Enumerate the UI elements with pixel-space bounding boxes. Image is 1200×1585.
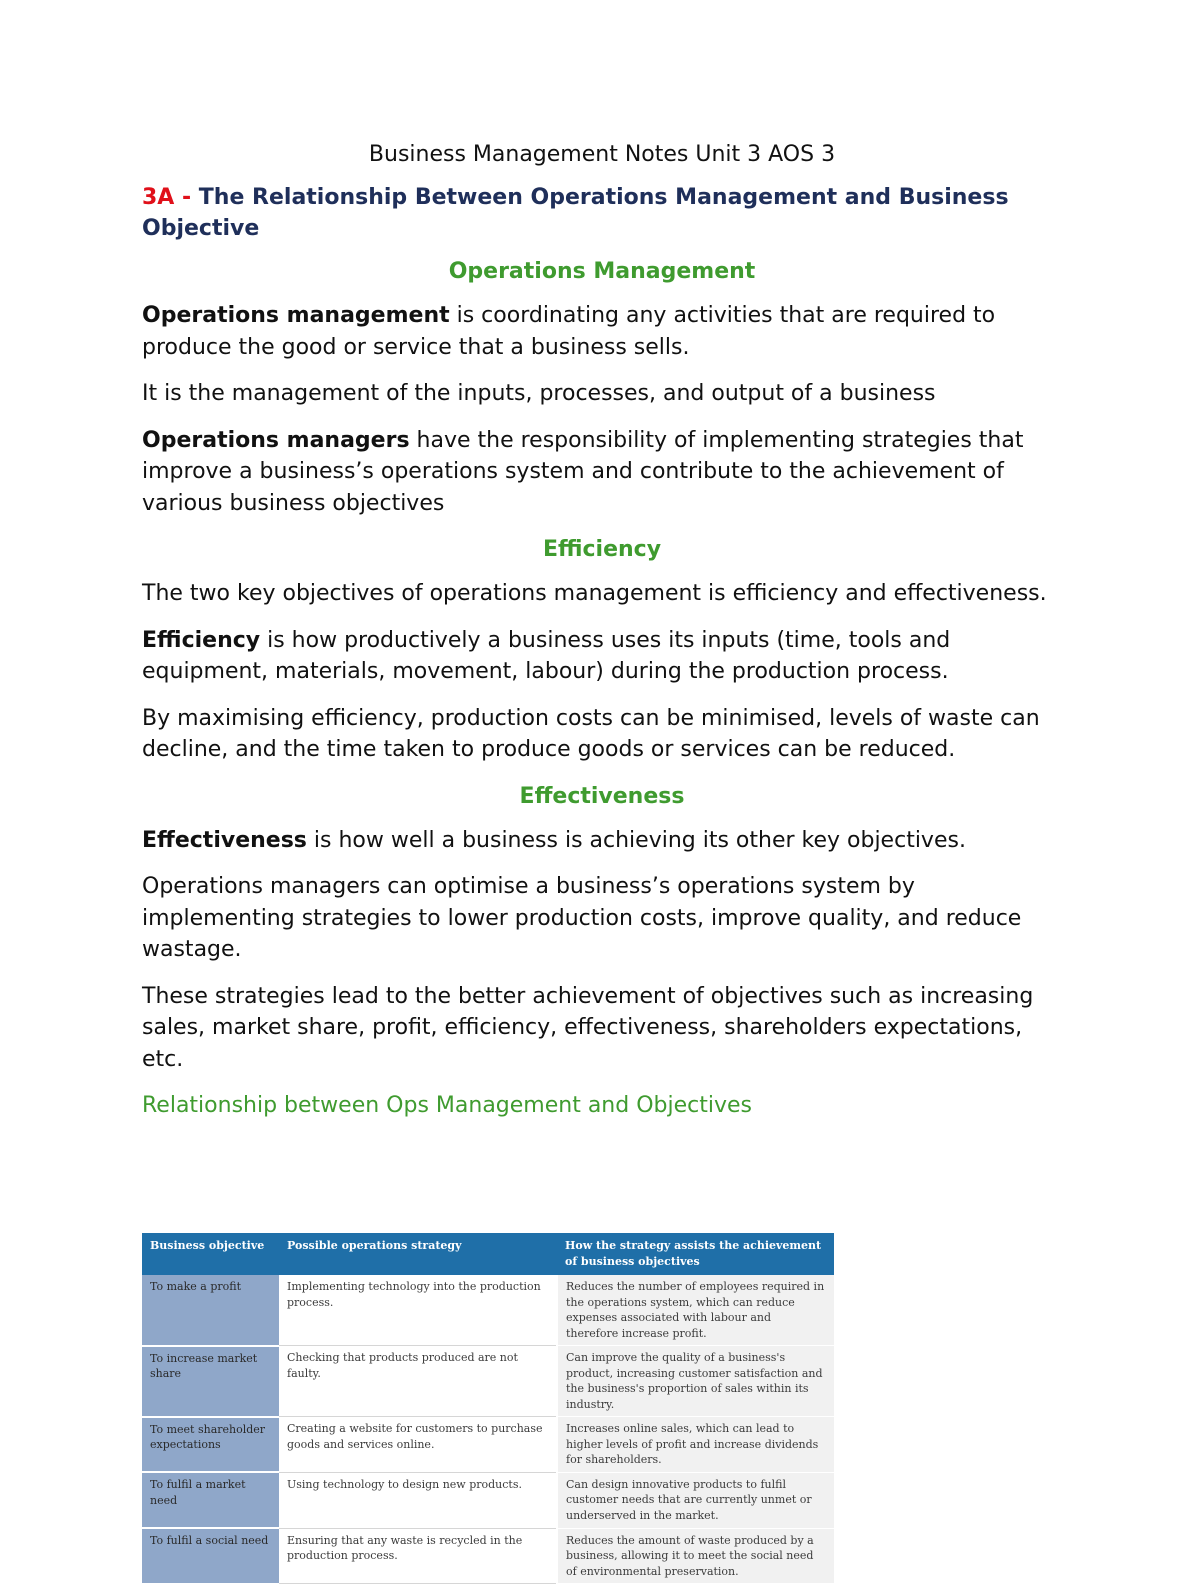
heading-code: 3A -	[142, 185, 192, 210]
objectives-table-wrapper	[142, 1233, 834, 1585]
bold-term: Effectiveness	[142, 827, 307, 853]
paragraph: Efficiency is how productively a business uses its inputs (time, tools and equipment, materials, movement, labour) during the production process.	[142, 627, 951, 684]
table-cell-objective: To make a profit	[142, 1275, 279, 1346]
document-title: Business Management Notes Unit 3 AOS 3	[368, 142, 836, 167]
paragraph: It is the management of the inputs, processes, and output of a business	[142, 381, 936, 406]
table-header-row	[142, 1233, 834, 1275]
table-row	[142, 1528, 834, 1584]
table-row	[142, 1472, 834, 1528]
paragraph: Effectiveness is how well a business is achieving its other key objectives.	[142, 827, 966, 853]
table-row	[142, 1275, 834, 1346]
table-cell-how: Reduces the number of employees required in the operations system, which can reduce expenses associated with labour and therefore increase profit.	[557, 1275, 834, 1346]
paragraph: Operations managers have the responsibility of implementing strategies that improve a business’s operations system and contribute to the achievement of various business objectives	[142, 427, 1024, 516]
table-cell-objective: To meet shareholder expectations	[142, 1417, 279, 1473]
table-cell-objective: To fulfil a social need	[142, 1528, 279, 1584]
column-header: How the strategy assists the achievement of business objectives	[557, 1233, 834, 1275]
bold-term: Efficiency	[142, 627, 261, 653]
table-cell-strategy: Checking that products produced are not faulty.	[279, 1346, 557, 1417]
table-row	[142, 1346, 834, 1417]
section-heading-relationship: Relationship between Ops Management and Objectives	[142, 1093, 752, 1118]
table-cell-how: Can design innovative products to fulfil customer needs that are currently unmet or underserved in the market.	[557, 1472, 834, 1528]
bold-term: Operations managers	[142, 427, 410, 453]
table-cell-how: Increases online sales, which can lead to higher levels of profit and increase dividends for shareholders.	[557, 1417, 834, 1473]
main-heading	[142, 182, 1062, 244]
document-page	[142, 140, 1062, 1142]
table-cell-strategy: Creating a website for customers to purchase goods and services online.	[279, 1417, 557, 1473]
bold-term: Operations management	[142, 303, 450, 328]
table-row	[142, 1417, 834, 1473]
paragraph: These strategies lead to the better achievement of objectives such as increasing sales, market share, profit, efficiency, effectiveness, shareholders expectations, etc.	[142, 983, 1034, 1072]
table-cell-strategy: Using technology to design new products.	[279, 1472, 557, 1528]
section-heading-efficiency: Efficiency	[542, 537, 662, 562]
paragraph: The two key objectives of operations management is efficiency and effectiveness.	[142, 581, 1047, 606]
table-cell-how: Reduces the amount of waste produced by a business, allowing it to meet the social need of environmental preservation.	[557, 1528, 834, 1584]
table-cell-strategy: Ensuring that any waste is recycled in the production process.	[279, 1528, 557, 1584]
paragraph: Operations managers can optimise a business’s operations system by implementing strategies to lower production costs, improve quality, and reduce wastage.	[142, 874, 1022, 962]
table-cell-strategy: Implementing technology into the production process.	[279, 1275, 557, 1346]
section-heading-operations-management: Operations Management	[448, 259, 756, 284]
table-cell-objective: To increase market share	[142, 1346, 279, 1417]
paragraph: Operations management is coordinating any activities that are required to produce the good or service that a business sells.	[142, 303, 996, 360]
section-heading-effectiveness: Effectiveness	[519, 783, 685, 809]
table-cell-how: Can improve the quality of a business's product, increasing customer satisfaction and the business's proportion of sales within its industry.	[557, 1346, 834, 1417]
heading-text: The Relationship Between Operations Management and Business Objective	[142, 185, 1009, 241]
column-header: Business objective	[142, 1233, 279, 1275]
table-cell-objective: To fulfil a market need	[142, 1472, 279, 1528]
objectives-table	[142, 1233, 834, 1585]
column-header: Possible operations strategy	[279, 1233, 557, 1275]
paragraph: By maximising efficiency, production costs can be minimised, levels of waste can decline, and the time taken to produce goods or services can be reduced.	[142, 705, 1040, 762]
